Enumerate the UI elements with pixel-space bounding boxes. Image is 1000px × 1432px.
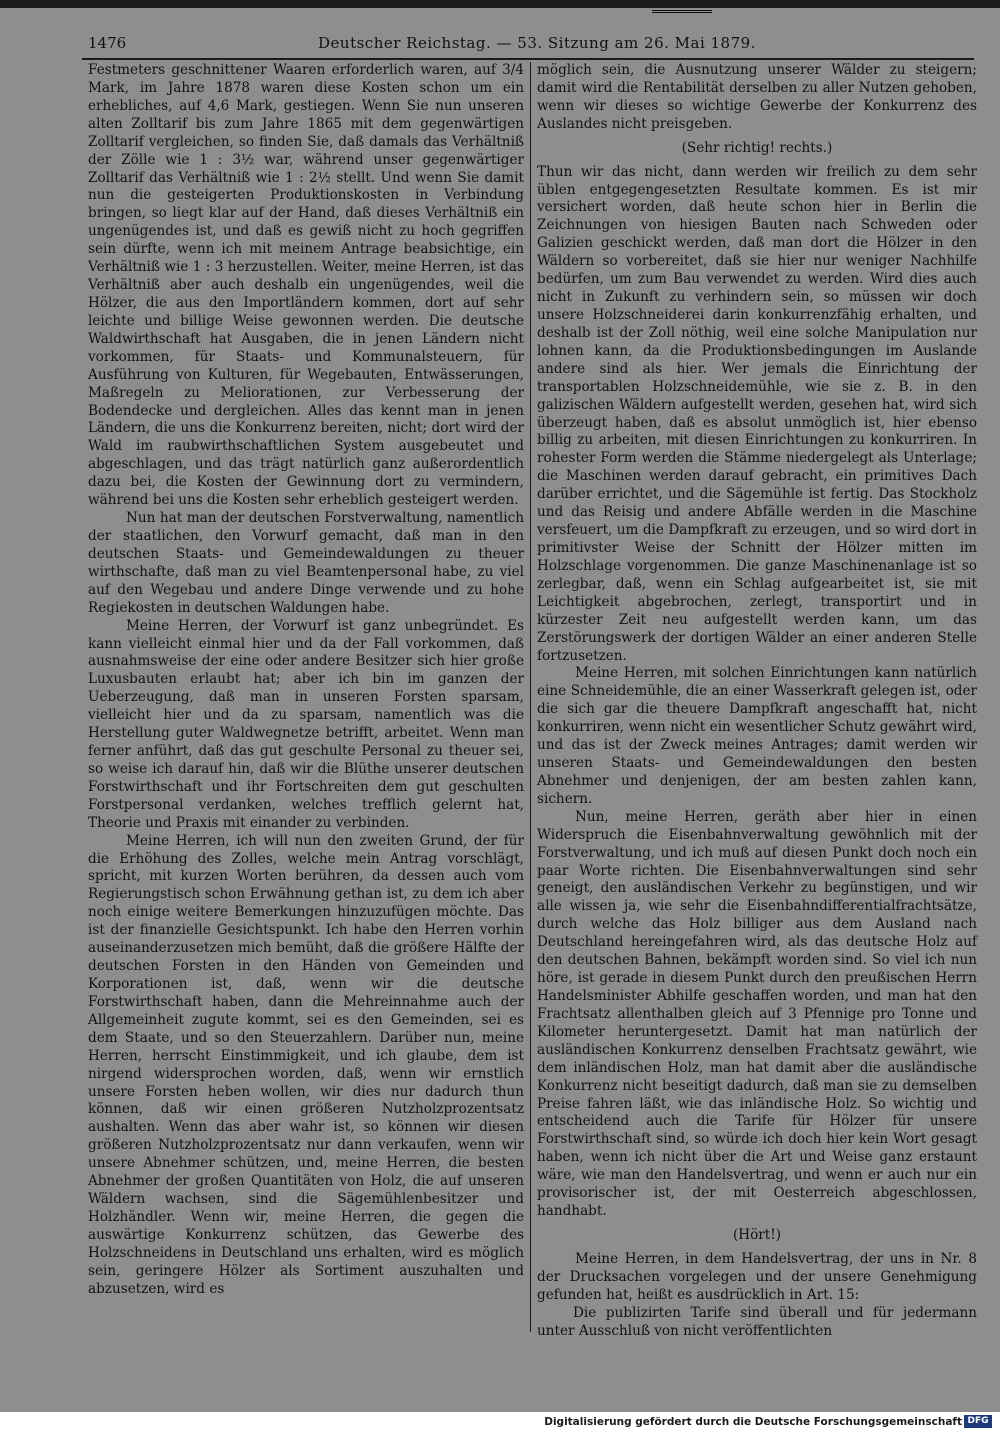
- paragraph: Nun, meine Herren, geräth aber hier in einen Widerspruch die Eisenbahnverwaltung gewöhnlich mit der Forstverwaltung, und ich muß auf diesen Punkt doch noch ein paar Worte richten. Die Eisenbahnverwaltungen sind sehr geneigt, den ausländischen Verkehr zu begünstigen, und wir alle wissen ja, wie sehr die Eisenbahndifferentialfrachtsätze, durch welche das Holz billiger aus dem Ausland nach Deutschland hereingefahren wird, als das deutsche Holz auf den deutschen Bahnen, bekämpft worden sind. So viel ich nun höre, ist gerade in diesem Punkt durch den preußischen Herrn Handelsminister Abhilfe geschaffen worden, und man hat den Frachtsatz allenthalben gleich auf 3 Pfennige pro Tonne und Kilometer heruntergesetzt. Damit hat man natürlich der ausländischen Konkurrenz denselben Frachtsatz gewährt, wie dem inländischen Holz, man hat damit aber die ausländische Konkurrenz nicht beseitigt dadurch, daß man sie zu demselben Preise fahren läßt, wie das inländische Holz. So wichtig und entscheidend auch die Tarife für Hölzer für unsere Forstwirthschaft sind, so würde ich doch hier kein Wort gesagt haben, wenn ich nicht über die Art und Weise ganz erstaunt wäre, wie man den Handelsvertrag, und wenn er auch nur ein provisorischer ist, der mit Oesterreich abgeschlossen, handhabt.: [537, 808, 977, 1220]
- paragraph: Die publizirten Tarife sind überall und für jedermann unter Ausschluß von nicht veröffentlichten: [537, 1304, 977, 1339]
- scan-top-edge: [0, 0, 1000, 8]
- column-divider: [530, 62, 531, 1332]
- paragraph: Thun wir das nicht, dann werden wir freilich zu dem sehr üblen entgegengesetzten Resultate kommen. Es ist mir versichert worden, daß heute schon hier in Berlin die Zeichnungen von hiesigen Bauten nach Schweden oder Galizien geschickt werden, daß man dort die Hölzer in den Wäldern so vorbereitet, daß sie hier nur weniger Nachhilfe bedürfen, um zum Bau verwendet zu werden. Wird dies auch nicht in Zukunft zu verhindern sein, so müssen wir doch unsere Holzschneiderei darin konkurrenzfähig erhalten, und deshalb ist der Zoll nöthig, weil eine solche Manipulation nur lohnen kann, da die Produktionsbedingungen im Auslande andere sind als hier. Wer jemals die Einrichtung der transportablen Holzschneidemühle, wie sie z. B. in den galizischen Wäldern aufgestellt werden, gesehen hat, wird sich überzeugt haben, daß es absolut unmöglich ist, hier ebenso billig zu arbeiten, mit diesen Einrichtungen zu konkurriren. In rohester Form werden die Stämme niedergelegt als Unterlage; die Maschinen werden darauf gebracht, ein primitives Dach darüber errichtet, und die Sägemühle ist fertig. Das Stockholz und das Reisig und andere Abfälle werden in die Maschine versfeuert, um die Dampfkraft zu erzeugen, und so wird dort in primitivster Weise der Schnitt der Hölzer mitten im Holzschlage vorgenommen. Die ganze Maschinenanlage ist so zerlegbar, daß, wenn ein Schlag aufgearbeitet ist, sie mit Leichtigkeit abgebrochen, zerlegt, transportirt und in kürzester Zeit neu aufgestellt werden kann, um das Zerstörungswerk der dortigen Wälder an einer anderen Stelle fortzusetzen.: [537, 163, 977, 664]
- scan-binding-mark: [652, 0, 712, 13]
- paragraph: Meine Herren, der Vorwurf ist ganz unbegründet. Es kann vielleicht einmal hier und da der Fall vorkommen, daß ausnahmsweise der eine oder andere Besitzer sich hier große Luxusbauten erlaubt hat; aber ich bin im ganzen der Ueberzeugung, daß man in unseren Forsten sparsam, vielleicht hier und da zu sparsam, namentlich was die Herstellung guter Waldwegnetze betrifft, arbeitet. Wenn man ferner anführt, daß das gut geschulte Personal zu theuer sei, so weise ich darauf hin, daß wir die Blüthe unserer deutschen Forstwirthschaft und ihr Fortschreiten dem gut geschulten Forstpersonal verdanken, welches trefflich gelernt hat, Theorie und Praxis mit einander zu verbinden.: [88, 617, 524, 831]
- paragraph: Meine Herren, in dem Handelsvertrag, der uns in Nr. 8 der Drucksachen vorgelegen und der unsere Genehmigung gefunden hat, heißt es ausdrücklich in Art. 15:: [537, 1250, 977, 1303]
- page-header: [82, 34, 977, 56]
- page-number: 1476: [88, 34, 127, 52]
- left-text-column: [88, 62, 524, 1299]
- paragraph: Festmeters geschnittener Waaren erforderlich waren, auf 3/4 Mark, im Jahre 1878 waren diese Kosten schon um ein erhebliches, auf 4,6 Mark, gestiegen. Wenn Sie nun unseren alten Zolltarif bis zum Jahre 1865 mit dem gegenwärtigen Zolltarif vergleichen, so finden Sie, daß damals das Verhältniß der Zölle wie 1 : 3½ war, während unser gegenwärtiger Zolltarif das Verhältniß wie 1 : 2½ stellt. Und wenn Sie damit nun die gesteigerten Produktionskosten in Verbindung bringen, so liegt klar auf der Hand, daß dieses Verhältniß ein ungenügendes ist, und daß es gewiß nicht zu hoch gegriffen sein dürfte, wenn ich mit meinem Antrage beabsichtige, ein Verhältniß wie 1 : 3 herzustellen. Weiter, meine Herren, ist das Verhältniß aber auch deshalb ein ungenügendes, weil die Hölzer, die aus den Importländern kommen, dort auf sehr leichte und billige Weise gewonnen werden. Die deutsche Waldwirthschaft hat Ausgaben, die in jenen Ländern nicht vorkommen, für Staats- und Kommunalsteuern, für Ausführung von Kulturen, für Wegebauten, Entwässerungen, Maßregeln zu Meliorationen, zur Verbesserung der Bodendecke und dergleichen. Alles das kennt man in jenen Ländern, die uns die Konkurrenz bereiten, nicht; dort wird der Wald im raubwirthschaftlichen System ausgebeutet und abgeschlagen, und das trägt natürlich ganz außerordentlich dazu bei, die Kosten der Gewinnung dort zu vermindern, während bei uns die Kosten sehr erheblich gesteigert werden.: [88, 62, 524, 509]
- funding-credit: Digitalisierung gefördert durch die Deutsche Forschungsgemeinschaft: [544, 1416, 962, 1428]
- interjection: (Hört!): [732, 1227, 782, 1243]
- paragraph: Nun hat man der deutschen Forstverwaltung, namentlich der staatlichen, den Vorwurf gemacht, daß man in den deutschen Staats- und Gemeindewaldungen zu theuer wirthschafte, daß man zu viel Beamtenpersonal habe, zu viel auf den Wegebau und andere Dinge verwende und zu hohe Regiekosten in deutschen Waldungen habe.: [88, 510, 524, 616]
- right-text-column: [537, 62, 977, 1341]
- paragraph: Meine Herren, mit solchen Einrichtungen kann natürlich eine Schneidemühle, die an einer Wasserkraft gelegen ist, oder die sich gar die theuere Dampfkraft angeschafft hat, nicht konkurriren, wenn nicht ein wesentlicher Schutz gewährt wird, und das ist der Zweck meines Antrages; damit werden wir unseren Staats- und Gemeindewaldungen den besten Abnehmer und denjenigen, der am besten zahlen kann, sichern.: [537, 665, 977, 807]
- running-title: Deutscher Reichstag. — 53. Sitzung am 26. Mai 1879.: [318, 34, 756, 52]
- interjection: (Sehr richtig! rechts.): [681, 139, 833, 156]
- paragraph: möglich sein, die Ausnutzung unserer Wälder zu steigern; damit wird die Rentabilität derselben zu aller Nutzen gehoben, wenn wir dieses so wichtige Gewerbe der Konkurrenz des Auslandes nicht preisgeben.: [537, 62, 977, 132]
- footer-bar: [0, 1412, 1000, 1432]
- paragraph: Meine Herren, ich will nun den zweiten Grund, der für die Erhöhung des Zolles, welche mein Antrag vorschlägt, spricht, mit kurzen Worten berühren, da dessen auch vom Regierungstisch schon Erwähnung gethan ist, zu dem ich aber noch einige weitere Bemerkungen hinzuzufügen möchte. Das ist der finanzielle Gesichtspunkt. Ich habe den Herren vorhin auseinanderzusetzen mich bemüht, daß die größere Hälfte der deutschen Forsten in den Händen von Gemeinden und Korporationen ist, daß, wenn wir die deutsche Forstwirthschaft haben, dann die Mehreinnahme auch der Allgemeinheit zugute kommt, sei es den Gemeinden, sei es dem Staate, und so den Steuerzahlern. Darüber nun, meine Herren, herrscht Einstimmigkeit, und ich glaube, dem ist nirgend widersprochen worden, daß, wenn wir ernstlich unsere Forsten heben wollen, wir dies nur dadurch thun können, daß wir einen größeren Nutzholzprozentsatz aushalten. Wenn das aber wahr ist, so können wir diesen größeren Nutzholzprozentsatz nur dann verkaufen, wenn wir unsere Abnehmer schützen, und, meine Herren, die besten Abnehmer der großen Quantitäten von Holz, die auf unseren Wäldern wachsen, sind die Sägemühlenbesitzer und Holzhändler. Wenn wir, meine Herren, die gegen die auswärtige Konkurrenz schützen, das Gewerbe des Holzschneidens in Deutschland uns erhalten, wird es möglich sein, geringere Hölzer als Sortiment auszuhalten und abzusetzen, wird es: [88, 832, 524, 1297]
- dfg-logo-icon: DFG: [964, 1415, 992, 1428]
- header-rule: [82, 58, 974, 60]
